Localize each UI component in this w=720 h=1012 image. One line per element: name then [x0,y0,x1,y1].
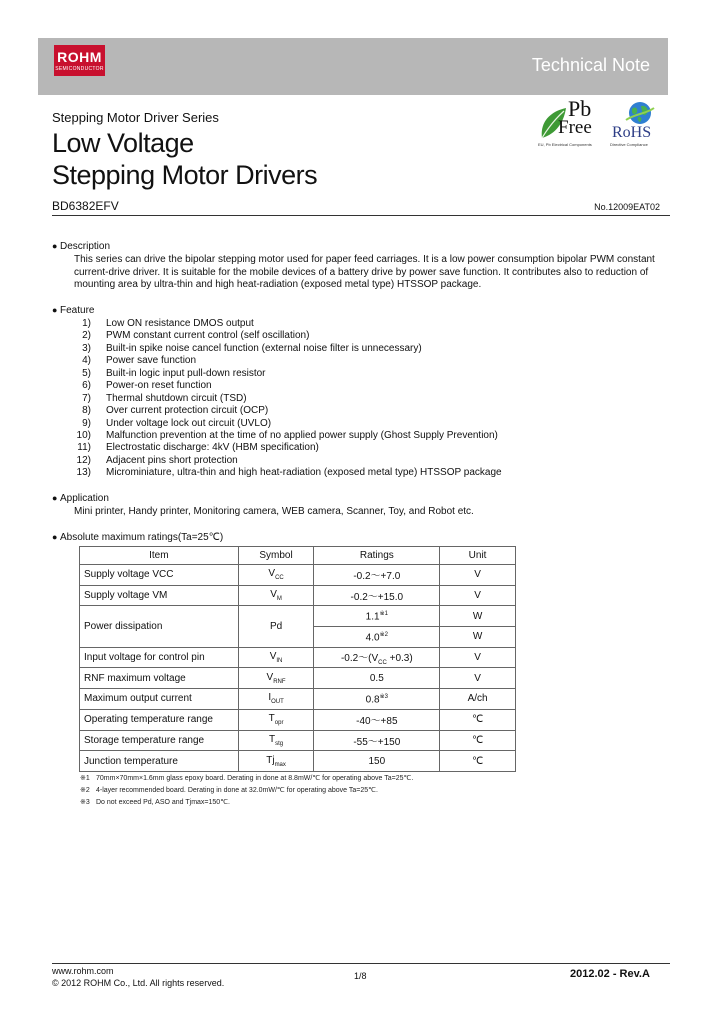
table-row: Maximum output current $I_{OUT}$ 0.8$^{※3}$ A/ch [80,689,516,710]
list-item: 7) Thermal shutdown circuit (TSD) [82,392,247,404]
list-item: 5) Built-in logic input pull-down resistor [82,367,266,379]
pb-free-badge [538,96,608,150]
application-heading: ● Application [52,493,109,504]
title-divider [52,215,670,216]
brand-sub: SEMICONDUCTOR [55,66,104,72]
list-item: 1) Low ON resistance DMOS output [82,318,254,329]
rohs-label: RoHS [612,124,652,141]
document-number: No.12009EAT02 [594,202,660,212]
table-row: Supply voltage VCC $V_{CC}$ -0.2～+7.0 V [80,565,516,586]
list-item: 10) Malfunction prevention at the time of no applied power supply (Ghost Supply Prevention) [76,429,498,441]
header-item: Item [80,547,239,565]
table-row: Power dissipation Pd 1.1$^{※1}$ W [80,606,516,627]
pb-label: Pb [568,96,592,121]
table-row: Input voltage for control pin $V_{IN}$ $-0.2\sim(V_{CC} +0.3)$ V [80,647,516,668]
bullet-icon: ● [52,532,58,542]
revision-date: 2012.02 - Rev.A [570,968,650,980]
page-number: 1/8 [354,971,367,981]
ratings-heading: ● Absolute maximum ratings(Ta=25℃) [52,532,224,543]
brand-name: ROHM [57,49,102,65]
doc-type-label: Technical Note [531,55,650,75]
application-text: Mini printer, Handy printer, Monitoring camera, WEB camera, Scanner, Toy, and Robot etc. [74,506,474,517]
footnote-3: ※3 Do not exceed Pd, ASO and Tjmax=150℃. [80,799,231,806]
bullet-icon: ● [52,241,58,251]
bullet-icon: ● [52,493,58,503]
list-item: 8) Over current protection circuit (OCP) [82,405,269,417]
header-unit: Unit [440,547,516,565]
list-item: 9) Under voltage lock out circuit (UVLO) [82,417,272,429]
list-item: 4) Power save function [82,355,197,367]
table-header-row [80,547,516,565]
footnote-2: ※2 4-layer recommended board. Derating in done at 32.0mW/℃ for operating above Ta=25℃. [80,787,378,794]
list-item: 12) Adjacent pins short protection [76,454,238,466]
table-row: Junction temperature $Tj_{max}$ 150 ℃ [80,751,516,772]
table-row: Storage temperature range $T_{stg}$ -55～+150 ℃ [80,730,516,751]
table-row: Supply voltage VM $V_M$ -0.2～+15.0 V [80,585,516,606]
list-item: 13) Microminiature, ultra-thin and high heat-radiation (exposed metal type) HTSSOP package [76,467,502,479]
rohs-caption: Directive Compliance [610,142,648,147]
header-ratings: Ratings [314,547,440,565]
rohs-badge [610,100,672,150]
list-item: 2) PWM constant current control (self oscillation) [82,330,310,342]
description-text: This series can drive the bipolar stepping motor used for paper feed carriages. It is a low power consumption bipolar PWM constant current-drive driver. It is suitable for the mobile devices of a battery drive by power save function. It contributes also to reduction of mounting area by ultra-thin and high heat-radiation (exposed metal type) HTSSOP package. [74,254,655,290]
ratings-table [79,546,516,772]
footer-url[interactable]: www.rohm.com [52,966,114,976]
list-item: 3) Built-in spike noise cancel function (external noise filter is unnecessary) [82,342,422,354]
page-title-line1: Low Voltage [52,128,194,158]
table-row: 4.0$^{※2}$ W [80,627,516,648]
list-item: 6) Power-on reset function [82,380,212,392]
feature-list [73,318,502,480]
list-item: 11) Electrostatic discharge: 4kV (HBM specification) [77,442,319,454]
rohm-logo [54,45,105,76]
footer-divider [52,963,670,964]
footnote-1: ※1 70mm×70mm×1.6mm glass epoxy board. Derating in done at 8.8mW/℃ for operating above Ta=25℃. [80,775,414,782]
part-number: BD6382EFV [52,199,119,213]
series-subtitle: Stepping Motor Driver Series [52,110,219,125]
table-row: Operating temperature range $T_{opr}$ -40～+85 ℃ [80,709,516,730]
page-title-line2: Stepping Motor Drivers [52,160,318,190]
footer-copyright: © 2012 ROHM Co., Ltd. All rights reserved. [52,978,225,988]
globe-icon [624,100,656,126]
table-row: RNF maximum voltage $V_{RNF}$ 0.5 V [80,668,516,689]
description-heading: ● Description [52,241,111,252]
header-symbol: Symbol [238,547,314,565]
pb-caption: EU, Pb Electrical Components [538,142,592,147]
feature-heading: ● Feature [52,305,95,316]
free-label: Free [558,117,592,138]
bullet-icon: ● [52,305,58,315]
